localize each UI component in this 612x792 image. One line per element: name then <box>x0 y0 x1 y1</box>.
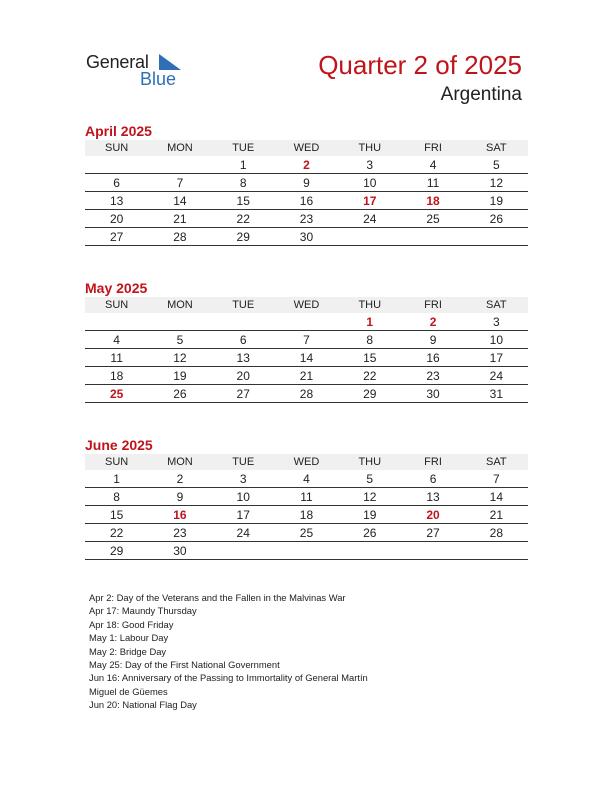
holiday-note: Miguel de Güemes <box>89 685 168 697</box>
day-cell: 14 <box>275 349 338 367</box>
day-cell: 5 <box>148 331 211 349</box>
day-cell: 18 <box>275 506 338 524</box>
weekday-header: FRI <box>401 297 464 313</box>
empty-day-cell <box>85 156 148 174</box>
holiday-note: May 25: Day of the First National Government <box>89 659 280 671</box>
month-title: April 2025 <box>85 123 152 139</box>
day-cell: 18 <box>85 367 148 385</box>
day-cell: 2 <box>148 470 211 488</box>
day-cell: 4 <box>401 156 464 174</box>
weekday-header: MON <box>148 297 211 313</box>
day-cell: 3 <box>338 156 401 174</box>
day-cell: 28 <box>275 385 338 403</box>
generalblue-logo <box>86 50 196 90</box>
day-cell: 26 <box>148 385 211 403</box>
holiday-notes <box>89 591 368 712</box>
holiday-note: May 1: Labour Day <box>89 632 169 644</box>
day-cell: 7 <box>465 470 528 488</box>
empty-day-cell <box>148 156 211 174</box>
week-row <box>85 156 528 174</box>
day-cell: 19 <box>148 367 211 385</box>
empty-day-cell <box>212 313 275 331</box>
day-cell: 22 <box>338 367 401 385</box>
day-cell: 22 <box>212 210 275 228</box>
weekday-header: SAT <box>465 140 528 156</box>
day-cell: 24 <box>338 210 401 228</box>
holiday-note: Jun 16: Anniversary of the Passing to Immortality of General Martín <box>89 672 368 684</box>
day-cell: 13 <box>401 488 464 506</box>
day-cell: 14 <box>465 488 528 506</box>
day-cell: 12 <box>148 349 211 367</box>
empty-day-cell <box>85 313 148 331</box>
week-row <box>85 506 528 524</box>
holiday-day-cell: 20 <box>401 506 464 524</box>
day-cell: 5 <box>465 156 528 174</box>
holiday-day-cell: 2 <box>275 156 338 174</box>
day-cell: 3 <box>212 470 275 488</box>
weekday-header: THU <box>338 297 401 313</box>
day-cell: 6 <box>85 174 148 192</box>
weekday-header: THU <box>338 454 401 470</box>
day-cell: 22 <box>85 524 148 542</box>
week-row <box>85 228 528 246</box>
week-row <box>85 174 528 192</box>
weekday-header: FRI <box>401 454 464 470</box>
week-row <box>85 313 528 331</box>
day-cell: 5 <box>338 470 401 488</box>
day-cell: 9 <box>275 174 338 192</box>
page-title: Quarter 2 of 2025 <box>318 50 522 80</box>
day-cell: 4 <box>85 331 148 349</box>
empty-day-cell <box>275 542 338 560</box>
logo-blue-text: Blue <box>140 69 177 89</box>
weekday-header: FRI <box>401 140 464 156</box>
week-row <box>85 210 528 228</box>
day-cell: 23 <box>275 210 338 228</box>
day-cell: 21 <box>275 367 338 385</box>
weekday-header: SAT <box>465 454 528 470</box>
month-title: June 2025 <box>85 437 153 453</box>
logo-triangle-icon <box>159 54 181 70</box>
day-cell: 26 <box>338 524 401 542</box>
day-cell: 16 <box>275 192 338 210</box>
weekday-header: SAT <box>465 297 528 313</box>
day-cell: 4 <box>275 470 338 488</box>
week-row <box>85 192 528 210</box>
holiday-note: Apr 18: Good Friday <box>89 618 174 630</box>
day-cell: 8 <box>338 331 401 349</box>
day-cell: 24 <box>465 367 528 385</box>
day-cell: 21 <box>148 210 211 228</box>
month-april <box>85 122 528 246</box>
day-cell: 30 <box>148 542 211 560</box>
day-cell: 27 <box>85 228 148 246</box>
day-cell: 27 <box>401 524 464 542</box>
holiday-day-cell: 18 <box>401 192 464 210</box>
day-cell: 12 <box>338 488 401 506</box>
day-cell: 17 <box>212 506 275 524</box>
day-cell: 15 <box>338 349 401 367</box>
day-cell: 3 <box>465 313 528 331</box>
week-row <box>85 349 528 367</box>
weekday-header: TUE <box>212 454 275 470</box>
day-cell: 23 <box>401 367 464 385</box>
logo-general-text: General <box>86 52 149 72</box>
day-cell: 7 <box>275 331 338 349</box>
day-cell: 23 <box>148 524 211 542</box>
day-cell: 17 <box>465 349 528 367</box>
holiday-note: Jun 20: National Flag Day <box>89 699 197 711</box>
calendar-table <box>85 454 528 560</box>
day-cell: 6 <box>212 331 275 349</box>
day-cell: 20 <box>85 210 148 228</box>
week-row <box>85 331 528 349</box>
week-row <box>85 488 528 506</box>
day-cell: 24 <box>212 524 275 542</box>
day-cell: 29 <box>212 228 275 246</box>
empty-day-cell <box>338 228 401 246</box>
day-cell: 1 <box>212 156 275 174</box>
day-cell: 14 <box>148 192 211 210</box>
day-cell: 13 <box>85 192 148 210</box>
day-cell: 11 <box>85 349 148 367</box>
weekday-header: MON <box>148 140 211 156</box>
weekday-header: WED <box>275 140 338 156</box>
empty-day-cell <box>212 542 275 560</box>
day-cell: 9 <box>148 488 211 506</box>
weekday-header: WED <box>275 297 338 313</box>
day-cell: 1 <box>85 470 148 488</box>
day-cell: 29 <box>338 385 401 403</box>
day-cell: 10 <box>465 331 528 349</box>
week-row <box>85 524 528 542</box>
weekday-header: TUE <box>212 140 275 156</box>
day-cell: 21 <box>465 506 528 524</box>
day-cell: 8 <box>212 174 275 192</box>
day-cell: 31 <box>465 385 528 403</box>
country-name: Argentina <box>440 84 522 105</box>
day-cell: 28 <box>148 228 211 246</box>
day-cell: 19 <box>465 192 528 210</box>
empty-day-cell <box>465 228 528 246</box>
day-cell: 25 <box>401 210 464 228</box>
empty-day-cell <box>338 542 401 560</box>
day-cell: 20 <box>212 367 275 385</box>
day-cell: 9 <box>401 331 464 349</box>
week-row <box>85 542 528 560</box>
month-june <box>85 436 528 560</box>
day-cell: 15 <box>85 506 148 524</box>
day-cell: 28 <box>465 524 528 542</box>
month-may <box>85 279 528 403</box>
day-cell: 8 <box>85 488 148 506</box>
day-cell: 11 <box>275 488 338 506</box>
weekday-header: WED <box>275 454 338 470</box>
day-cell: 15 <box>212 192 275 210</box>
day-cell: 25 <box>275 524 338 542</box>
holiday-day-cell: 16 <box>148 506 211 524</box>
weekday-header: MON <box>148 454 211 470</box>
day-cell: 27 <box>212 385 275 403</box>
holiday-note: Apr 17: Maundy Thursday <box>89 605 197 617</box>
day-cell: 19 <box>338 506 401 524</box>
week-row <box>85 385 528 403</box>
day-cell: 13 <box>212 349 275 367</box>
week-row <box>85 470 528 488</box>
calendar-table <box>85 140 528 246</box>
holiday-day-cell: 17 <box>338 192 401 210</box>
day-cell: 10 <box>212 488 275 506</box>
holiday-day-cell: 2 <box>401 313 464 331</box>
holiday-day-cell: 25 <box>85 385 148 403</box>
weekday-header: TUE <box>212 297 275 313</box>
holiday-note: May 2: Bridge Day <box>89 645 167 657</box>
empty-day-cell <box>401 228 464 246</box>
day-cell: 7 <box>148 174 211 192</box>
empty-day-cell <box>275 313 338 331</box>
month-title: May 2025 <box>85 280 148 296</box>
empty-day-cell <box>401 542 464 560</box>
calendar-table <box>85 297 528 403</box>
day-cell: 10 <box>338 174 401 192</box>
day-cell: 29 <box>85 542 148 560</box>
day-cell: 26 <box>465 210 528 228</box>
empty-day-cell <box>465 542 528 560</box>
holiday-note: Apr 2: Day of the Veterans and the Fallen in the Malvinas War <box>89 592 346 603</box>
weekday-header: THU <box>338 140 401 156</box>
day-cell: 6 <box>401 470 464 488</box>
day-cell: 30 <box>275 228 338 246</box>
day-cell: 12 <box>465 174 528 192</box>
holiday-day-cell: 1 <box>338 313 401 331</box>
weekday-header: SUN <box>85 140 148 156</box>
empty-day-cell <box>148 313 211 331</box>
day-cell: 30 <box>401 385 464 403</box>
weekday-header: SUN <box>85 297 148 313</box>
week-row <box>85 367 528 385</box>
weekday-header: SUN <box>85 454 148 470</box>
day-cell: 11 <box>401 174 464 192</box>
day-cell: 16 <box>401 349 464 367</box>
